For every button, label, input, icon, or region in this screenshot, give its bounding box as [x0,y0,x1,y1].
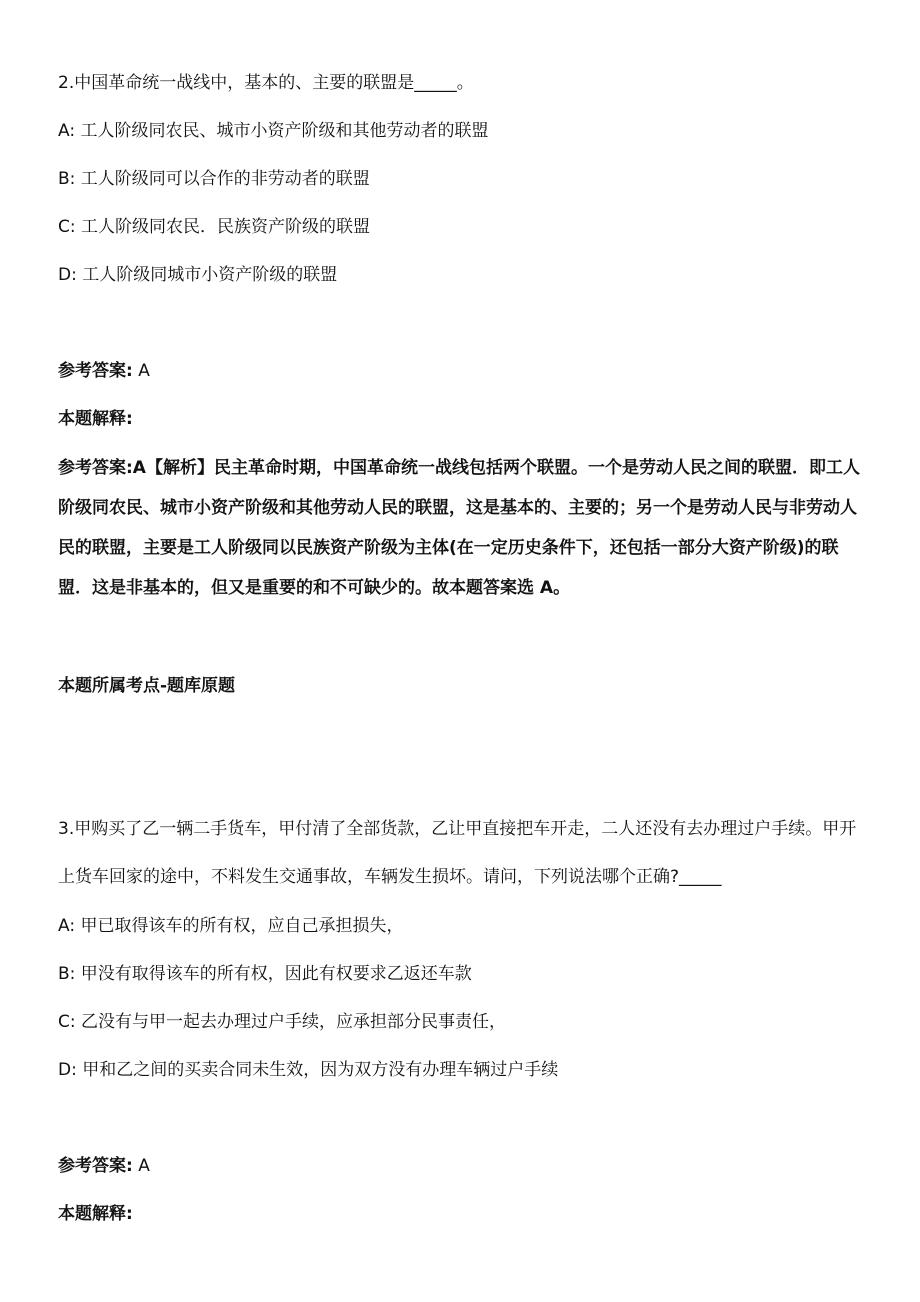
q3-answer-value: A [132,1156,150,1176]
q3-explain-label: 本题解释: [58,1204,133,1224]
q3-option-d: D: 甲和乙之间的买卖合同未生效，因为双方没有办理车辆过户手续 [58,1060,559,1080]
q2-explain-label: 本题解释: [58,409,133,429]
q2-explanation: 参考答案:A【解析】民主革命时期，中国革命统一战线包括两个联盟。一个是劳动人民之间的联盟．即工人阶级同农民、城市小资产阶级和其他劳动人民的联盟，这是基本的、主要的；另一个是劳动人民与非劳动人民的联盟，主要是工人阶级同以民族资产阶级为主体(在一定历史条件下，还包括一部分大资产阶级)的联盟．这是非基本的，但又是重要的和不可缺少的。故本题答案选 A。 [58,458,860,598]
q2-option-a: A: 工人阶级同农民、城市小资产阶级和其他劳动者的联盟 [58,121,489,141]
q3-option-c: C: 乙没有与甲一起去办理过户手续，应承担部分民事责任， [58,1012,507,1032]
q2-kaodian: 本题所属考点-题库原题 [58,676,236,696]
q3-option-b: B: 甲没有取得该车的所有权，因此有权要求乙返还车款 [58,964,472,984]
q2-option-b: B: 工人阶级同可以合作的非劳动者的联盟 [58,169,370,189]
q3-option-a: A: 甲已取得该车的所有权，应自己承担损失， [58,916,404,936]
q3-answer [58,1155,150,1177]
q3-answer-label: 参考答案: [58,1156,133,1176]
q3-question: 3.甲购买了乙一辆二手货车，甲付清了全部货款，乙让甲直接把车开走，二人还没有去办理过户手续。甲开上货车回家的途中，不料发生交通事故，车辆发生损坏。请问，下列说法哪个正确?_____ [58,819,857,887]
q2-question: 2.中国革命统一战线中，基本的、主要的联盟是_____。 [58,73,474,93]
q2-answer-label: 参考答案: [58,361,133,381]
q2-option-d: D: 工人阶级同城市小资产阶级的联盟 [58,265,338,285]
q2-answer-value: A [132,361,150,381]
q2-option-c: C: 工人阶级同农民．民族资产阶级的联盟 [58,217,371,237]
q2-answer [58,360,150,382]
